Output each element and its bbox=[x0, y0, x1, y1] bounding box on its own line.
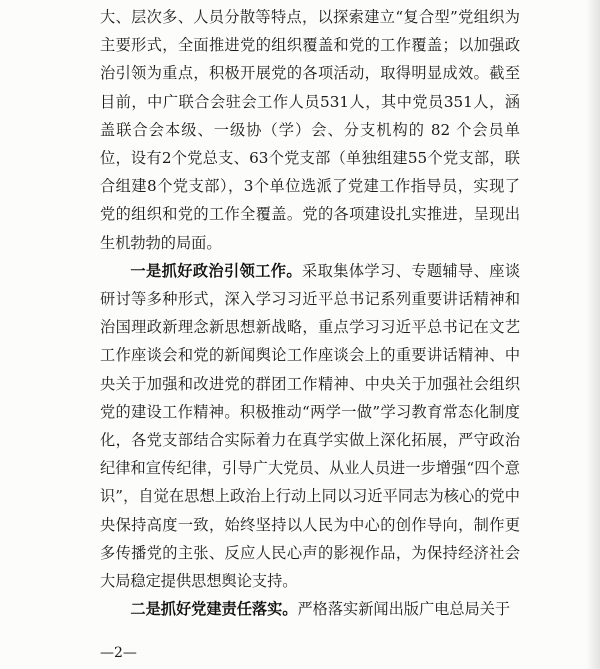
page-number: —2— bbox=[100, 645, 137, 661]
page-edge-shadow bbox=[586, 0, 600, 669]
paragraph-intro-text: 大、层次多、人员分散等特点，以探索建立“复合型”党组织为主要形式，全面推进党的组织覆盖和党的工作覆盖；以加强政治引领为重点，积极开展党的各项活动，取得明显成效。截至目前，中广联合会驻会工作人员531人，其中党员351人，涵盖联合会本级、一级协（学）会、分支机构的 82 个会员单位，设有2个党总支、63个党支部（单独组建55个党支部，联合组建8个党支部），3个单位选派了党建工作指导员，实现了党的组织和党的工作全覆盖。党的各项建设扎实推进，呈现出生机勃勃的局面。 bbox=[100, 8, 520, 252]
paragraph-political-guidance bbox=[100, 257, 520, 595]
document-body bbox=[100, 3, 520, 623]
paragraph-intro-continued bbox=[100, 3, 520, 257]
paragraph-political-guidance-text: 采取集体学习、专题辅导、座谈研讨等多种形式，深入学习习近平总书记系列重要讲话精神和治国理政新理念新思想新战略，重点学习习近平总书记在文艺工作座谈会和党的新闻舆论工作座谈会上的重要讲话精神、中央关于加强和改进党的群团工作精神、中央关于加强社会组织党的建设工作精神。积极推动“两学一做”学习教育常态化制度化，各党支部结合实际着力在真学实做上深化拓展，严守政治纪律和宣传纪律，引导广大党员、从业人员进一步增强“四个意识”，自觉在思想上政治上行动上同以习近平同志为核心的党中央保持高度一致，始终坚持以人民为中心的创作导向，制作更多传播党的主张、反应人民心声的影视作品，为保持经济社会大局稳定提供思想舆论支持。 bbox=[100, 261, 521, 591]
paragraph-party-responsibility bbox=[100, 595, 520, 623]
paragraph-political-guidance-lead: 一是抓好政治引领工作。 bbox=[130, 261, 303, 280]
paragraph-party-responsibility-text: 严格落实新闻出版广电总局关于 bbox=[297, 600, 511, 619]
paragraph-party-responsibility-lead: 二是抓好党建责任落实。 bbox=[130, 600, 298, 619]
